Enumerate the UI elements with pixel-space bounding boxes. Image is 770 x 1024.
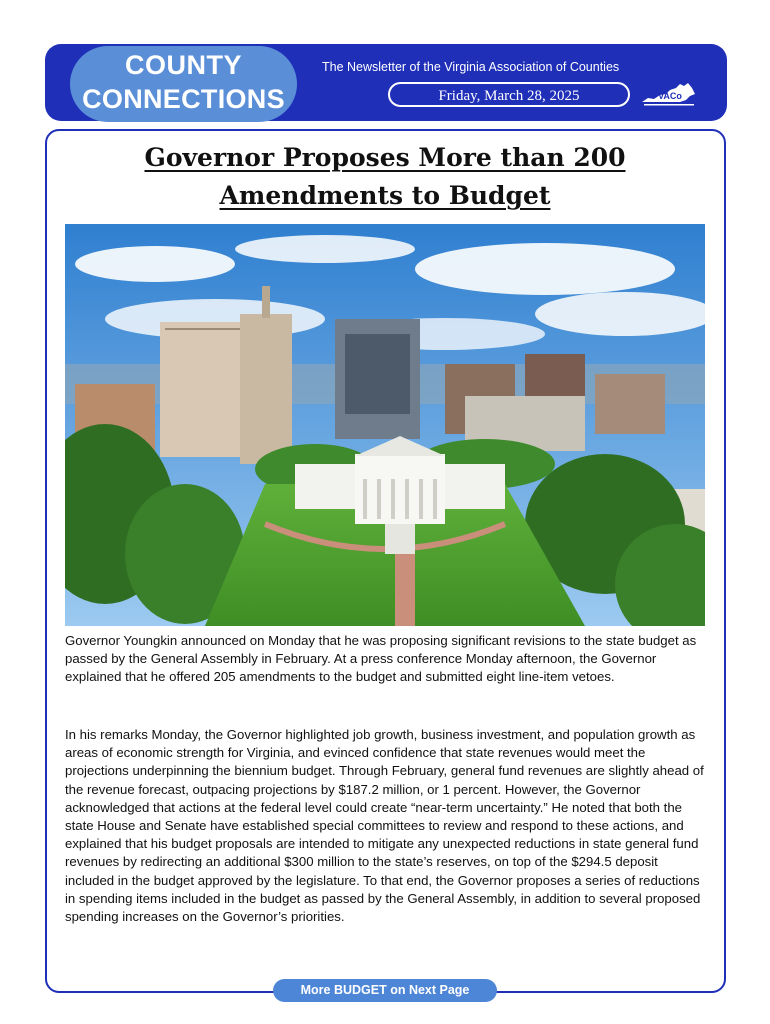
county-connections-logo xyxy=(70,46,297,122)
vaco-logo-icon xyxy=(640,80,698,108)
capitol-photo-illustration xyxy=(65,224,705,626)
capitol-photo xyxy=(65,224,705,626)
newsletter-tagline: The Newsletter of the Virginia Association of Counties xyxy=(322,60,620,74)
article-paragraph-2: In his remarks Monday, the Governor highlighted job growth, business investment, and population growth as areas of economic strength for Virginia, and evinced confidence that state revenues would meet the projections underpinning the biennium budget. Through February, general fund revenues are slightly ahead of the revenue forecast, outpacing projections by $187.2 million, or 1 percent. However, the Governor acknowledged that actions at the federal level could create “near-term uncertainty.” He noted that both the state House and Senate have established special committees to review and respond to these actions, and explained that his budget proposals are intended to mitigate any unexpected reductions in state general fund revenues by redirecting an additional $300 million to the state’s reserves, on top of the $294.5 deposit included in the budget approved by the legislature. To that end, the Governor proposes a series of reductions in spending items included in the budget as passed by the General Assembly, in addition to several proposed spending increases on the Governor’s priorities. xyxy=(65,727,704,925)
logo-line-2: CONNECTIONS xyxy=(82,84,285,114)
svg-text:VACo: VACo xyxy=(658,91,682,101)
article-paragraph-1: Governor Youngkin announced on Monday that he was proposing significant revisions to the state budget as passed by the General Assembly in February. At a press conference Monday afternoon, the Governor explained that he offered 205 amendments to the budget and submitted eight line-item vetoes. xyxy=(65,633,697,685)
headline-line-2: Amendments to Budget xyxy=(219,181,551,210)
logo-line-1: COUNTY xyxy=(125,50,242,80)
headline-line-1: Governor Proposes More than 200 xyxy=(144,143,626,172)
issue-date: Friday, March 28, 2025 xyxy=(388,82,630,107)
more-budget-next-page-link[interactable]: More BUDGET on Next Page xyxy=(273,979,497,1002)
